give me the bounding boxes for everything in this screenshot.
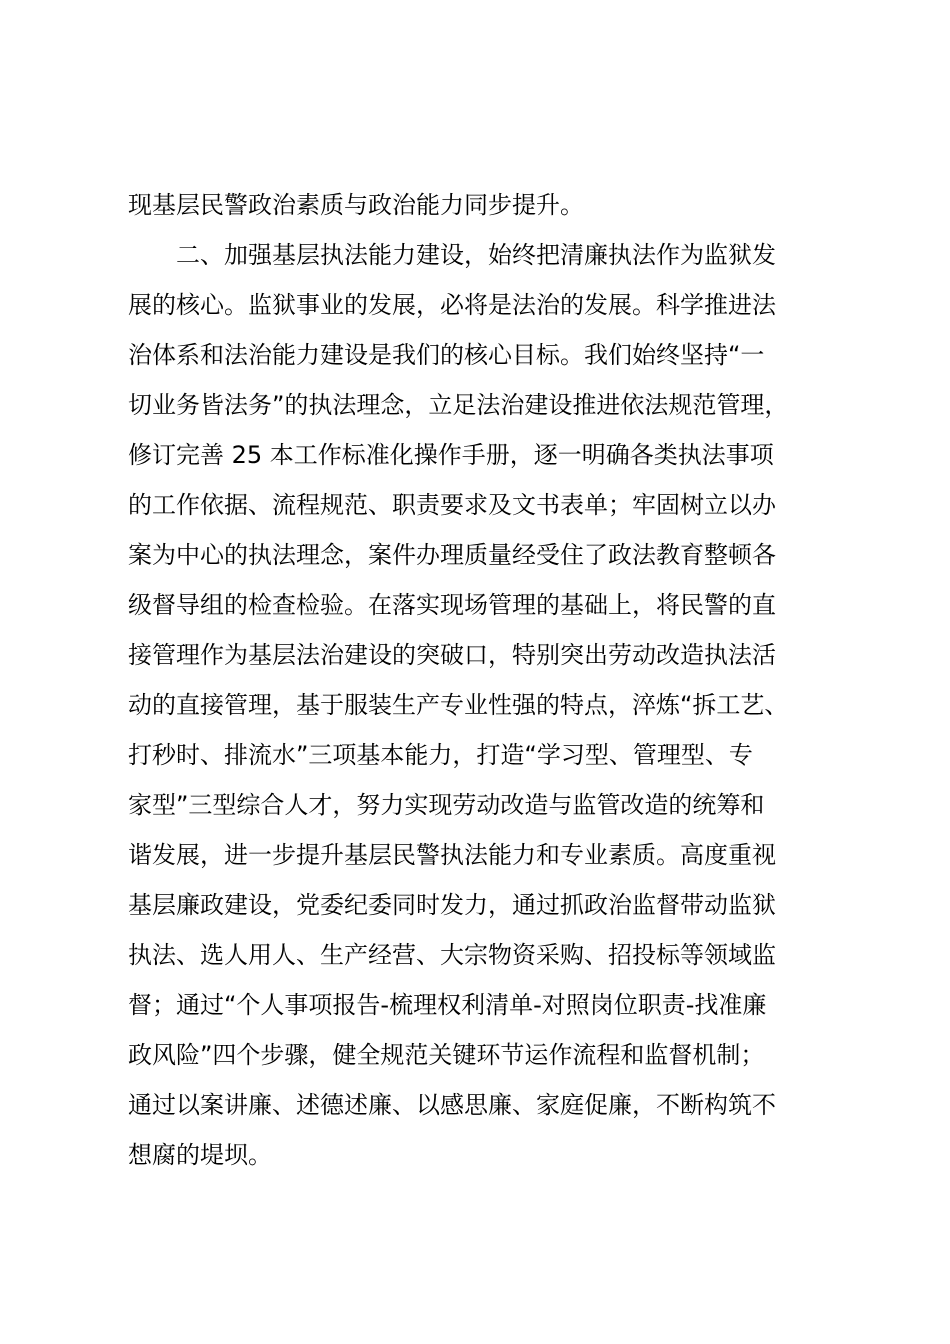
text-line: 案为中心的执法理念，案件办理质量经受住了政法教育整顿各 [128,541,776,569]
text-line: 切业务皆法务”的执法理念，立足法治建设推进依法规范管理， [128,391,789,419]
text-line: 级督导组的检查检验。在落实现场管理的基础上，将民警的直 [128,591,776,619]
text-line: 政风险”四个步骤，健全规范关键环节运作流程和监督机制； [128,1041,765,1069]
text-line: 想腐的堤坝。 [128,1141,272,1169]
text-line: 督；通过“个人事项报告-梳理权利清单-对照岗位职责-找准廉 [128,991,767,1019]
text-line: 基层廉政建设，党委纪委同时发力，通过抓政治监督带动监狱 [128,891,776,919]
text-line: 二、加强基层执法能力建设，始终把清廉执法作为监狱发 [176,241,776,269]
body-text [128,180,848,1180]
text-line: 接管理作为基层法治建设的突破口，特别突出劳动改造执法活 [128,641,776,669]
text-line: 家型”三型综合人才，努力实现劳动改造与监管改造的统筹和 [128,791,765,819]
text-line: 的工作依据、流程规范、职责要求及文书表单；牢固树立以办 [128,491,776,519]
text-line: 修订完善 25 本工作标准化操作手册，逐一明确各类执法事项 [128,441,774,469]
text-line: 动的直接管理，基于服装生产专业性强的特点，淬炼“拆工艺、 [128,691,789,719]
text-line: 现基层民警政治素质与政治能力同步提升。 [128,191,584,219]
text-line: 谐发展，进一步提升基层民警执法能力和专业素质。高度重视 [128,841,776,869]
text-line: 通过以案讲廉、述德述廉、以感思廉、家庭促廉，不断构筑不 [128,1091,776,1119]
text-line: 展的核心。监狱事业的发展，必将是法治的发展。科学推进法 [128,291,776,319]
text-line: 治体系和法治能力建设是我们的核心目标。我们始终坚持“一 [128,341,765,369]
text-line: 执法、选人用人、生产经营、大宗物资采购、招投标等领域监 [128,941,776,969]
text-line: 打秒时、排流水”三项基本能力，打造“学习型、管理型、专 [128,741,753,769]
